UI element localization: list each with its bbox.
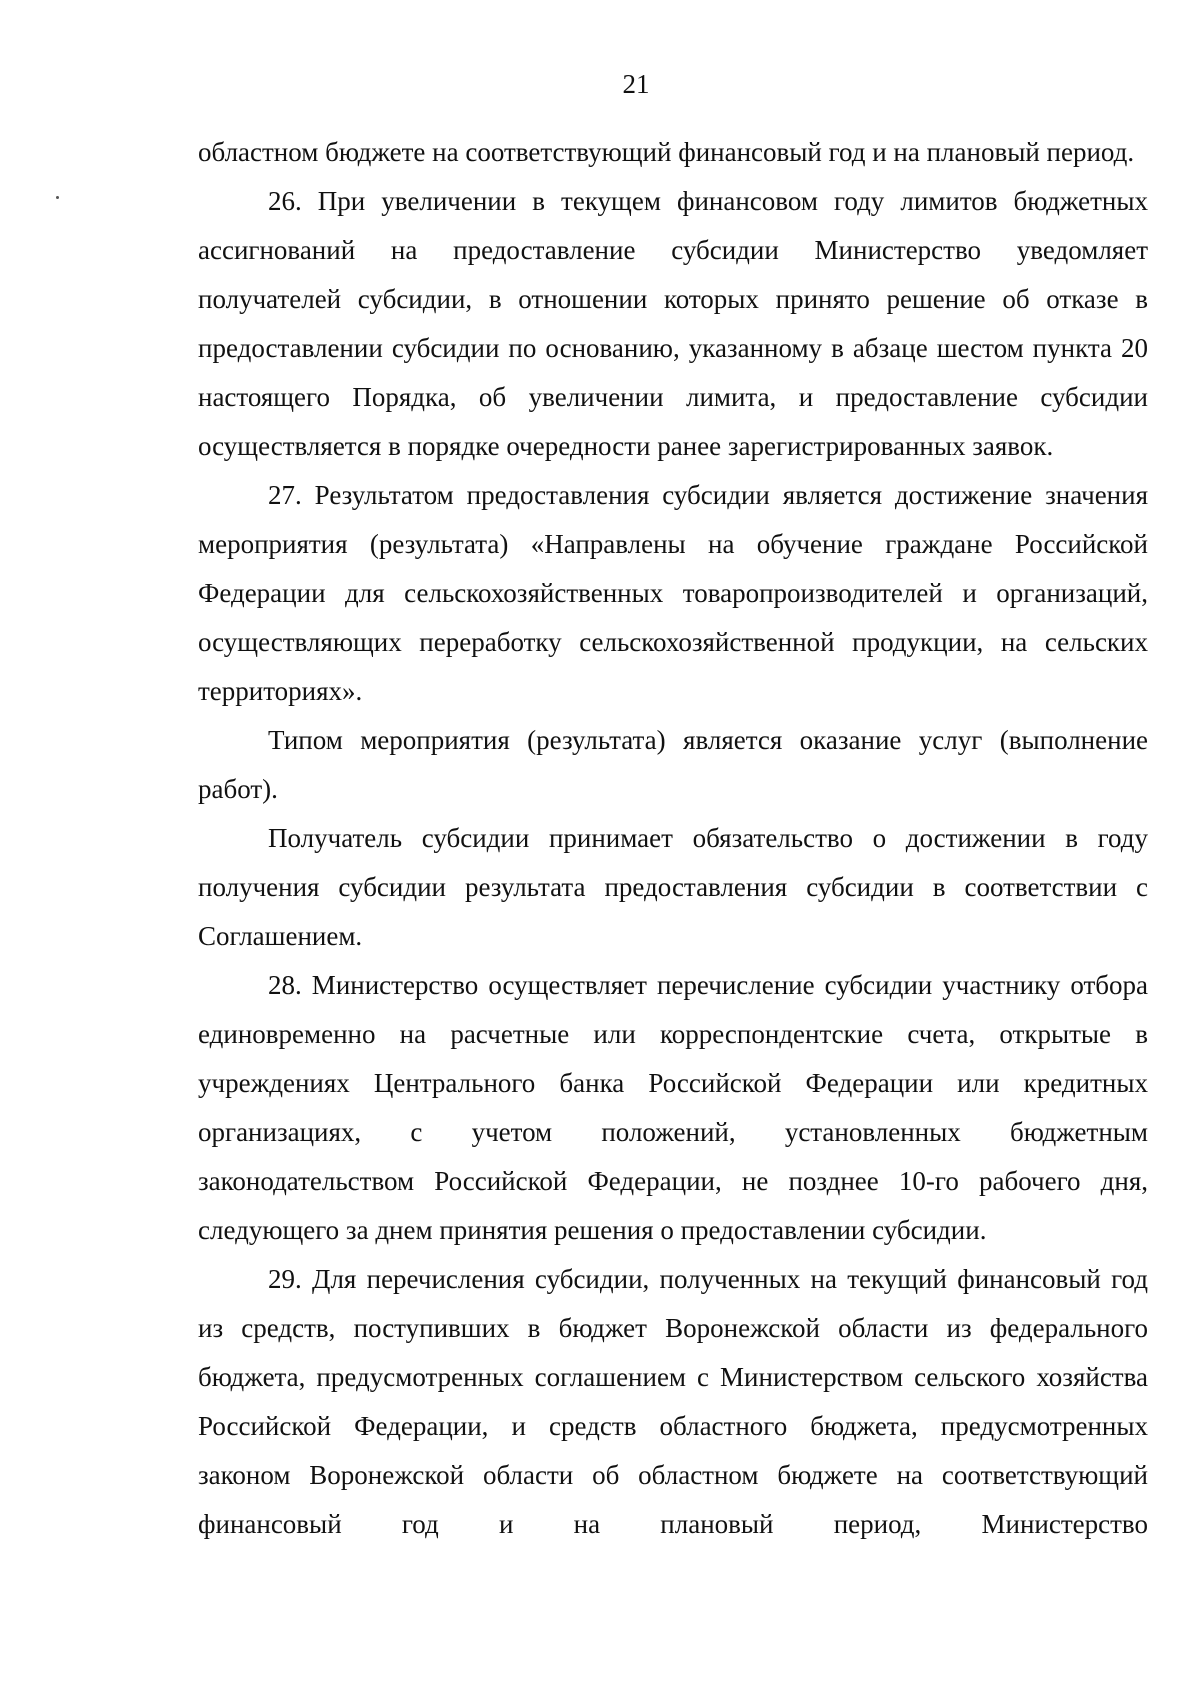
paragraph-27: 27. Результатом предоставления субсидии является достижение значения мероприятия (результата) «Направлены на обучение граждане Российской Федерации для сельскохозяйственных товаропроизводителей и организаций, осуществляющих переработку сельскохозяйственной продукции, на сельских территориях». xyxy=(198,480,1148,706)
paragraph-28: 28. Министерство осуществляет перечисление субсидии участнику отбора единовременно на расчетные или корреспондентские счета, открытые в учреждениях Центрального банка Российской Федерации или кредитных организациях, с учетом положений, установленных бюджетным законодательством Российской Федерации, не позднее 10-го рабочего дня, следующего за днем принятия решения о предоставлении субсидии. xyxy=(198,970,1148,1245)
paragraph-29: 29. Для перечисления субсидии, полученных на текущий финансовый год из средств, поступивших в бюджет Воронежской области из федерального бюджета, предусмотренных соглашением с Министерством сельского хозяйства Российской Федерации, и средств областного бюджета, предусмотренных законом Воронежской области об областном бюджете на соответствующий финансовый год и на плановый период, Министерство xyxy=(198,1264,1148,1539)
scan-speck xyxy=(56,196,59,199)
paragraph-27-result-type: Типом мероприятия (результата) является оказание услуг (выполнение работ). xyxy=(198,725,1148,804)
paragraph-26: 26. При увеличении в текущем финансовом году лимитов бюджетных ассигнований на предоставление субсидии Министерство уведомляет получателей субсидии, в отношении которых принято решение об отказе в предоставлении субсидии по основанию, указанному в абзаце шестом пункта 20 настоящего Порядка, об увеличении лимита, и предоставление субсидии осуществляется в порядке очередности ранее зарегистрированных заявок. xyxy=(198,186,1148,461)
paragraph-continuation: областном бюджете на соответствующий финансовый год и на плановый период. xyxy=(198,137,1135,167)
paragraph-27-obligation: Получатель субсидии принимает обязательство о достижении в году получения субсидии результата предоставления субсидии в соответствии с Соглашением. xyxy=(198,823,1148,951)
document-body xyxy=(198,128,1148,1549)
page-number: 21 xyxy=(622,69,650,99)
